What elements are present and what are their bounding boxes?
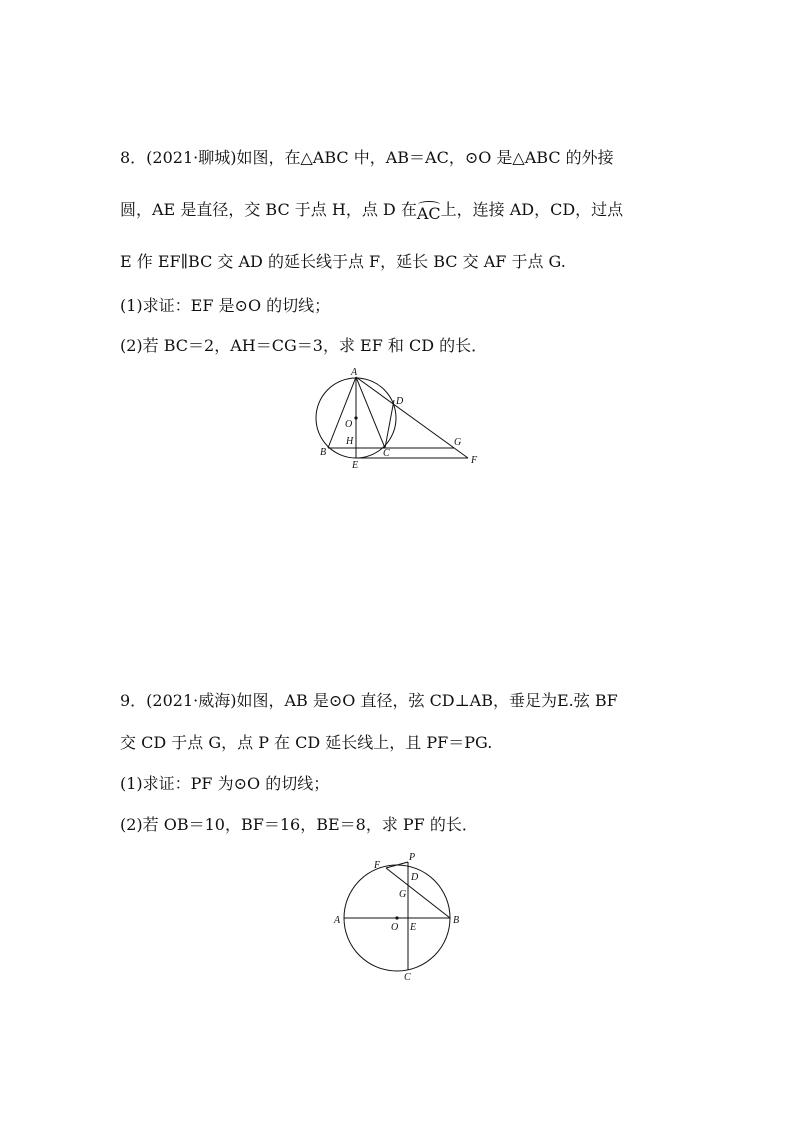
p8-label-o: O bbox=[345, 419, 353, 430]
p8-label-f: F bbox=[471, 455, 478, 466]
p9-center-dot bbox=[395, 916, 398, 919]
p8-label-h: H bbox=[346, 436, 354, 447]
arc-ac: AC bbox=[416, 204, 441, 223]
p9-line2: 交 CD 于点 G，点 P 在 CD 延长线上，且 PF＝PG. bbox=[120, 733, 493, 752]
p9-figure bbox=[330, 848, 465, 983]
p9-label-g: G bbox=[399, 889, 407, 900]
p8-line1: 8．(2021·聊城)如图，在△ABC 中，AB＝AC，⊙O 是△ABC 的外接 bbox=[120, 148, 614, 167]
p8-center-dot bbox=[354, 416, 357, 419]
p8-line-cd bbox=[385, 400, 394, 448]
p9-line-fp bbox=[386, 862, 408, 868]
p8-question1: (1)求证：EF 是⊙O 的切线； bbox=[120, 296, 331, 315]
p8-label-a: A bbox=[351, 367, 358, 378]
p9-label-c: C bbox=[404, 972, 411, 983]
p9-label-e: E bbox=[410, 922, 417, 933]
p9-question2: (2)若 OB＝10，BF＝16，BE＝8，求 PF 的长． bbox=[120, 815, 478, 834]
p8-line2 bbox=[120, 200, 624, 223]
p8-label-e: E bbox=[352, 460, 359, 471]
p8-line3: E 作 EF∥BC 交 AD 的延长线于点 F，延长 BC 交 AF 于点 G. bbox=[120, 252, 566, 271]
p9-label-o: O bbox=[391, 922, 399, 933]
p8-label-b: B bbox=[320, 447, 327, 458]
p8-line2-post: 上，连接 AD，CD，过点 bbox=[440, 200, 624, 219]
p9-label-a: A bbox=[334, 915, 341, 926]
p9-label-f: F bbox=[374, 860, 381, 871]
p8-question2: (2)若 BC＝2，AH＝CG＝3，求 EF 和 CD 的长． bbox=[120, 336, 488, 355]
p9-line1: 9．(2021·威海)如图，AB 是⊙O 直径，弦 CD⊥AB，垂足为E.弦 BF bbox=[120, 691, 618, 710]
p9-question1: (1)求证：PF 为⊙O 的切线； bbox=[120, 774, 330, 793]
p8-label-d: D bbox=[396, 396, 404, 407]
p8-figure bbox=[310, 365, 490, 475]
p8-label-g: G bbox=[454, 437, 462, 448]
p9-label-b: B bbox=[453, 915, 460, 926]
p8-line2-pre: 圆，AE 是直径，交 BC 于点 H，点 D 在 bbox=[120, 200, 417, 219]
p8-label-c: C bbox=[383, 448, 390, 459]
p9-label-d: D bbox=[411, 872, 419, 883]
p9-label-p: P bbox=[409, 852, 416, 863]
